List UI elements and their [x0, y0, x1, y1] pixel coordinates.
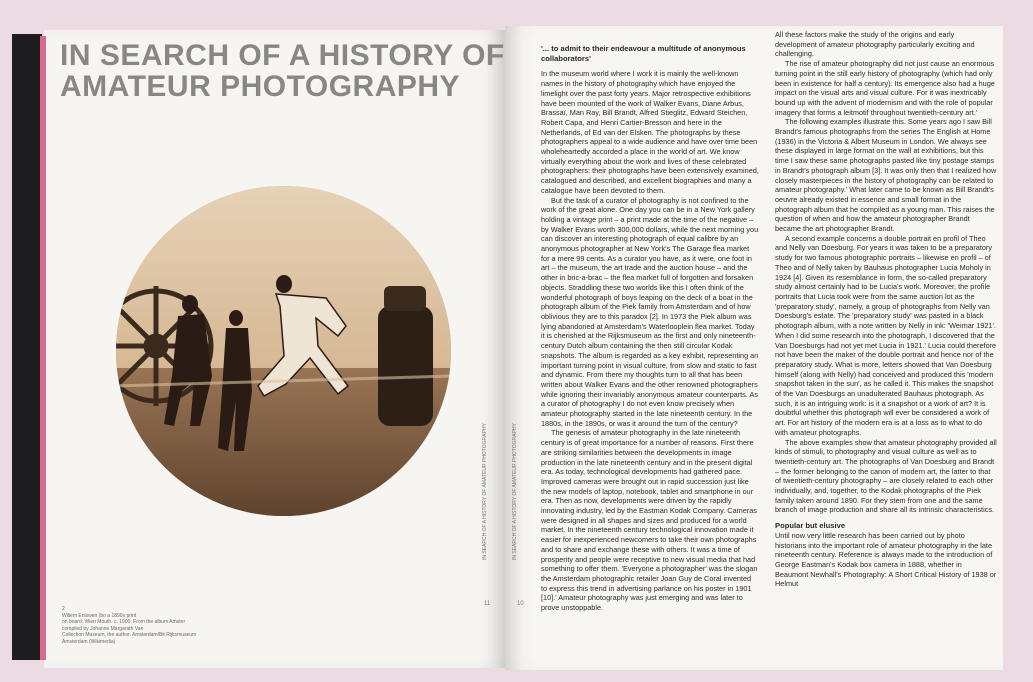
- paragraph: A second example concerns a double portrait en profil of Theo and Nelly van Doesburg. For years it was taken to be a preparatory study for two famous photographic portraits – likewise en profil – of Theo and of Nelly taken by Bauhaus photographer Lucia Moholy in 1924 [4]. Given its resemblance in form, the so-called preparatory study almost certainly had to be Lucia's work. Moreover, the profile portraits that Lucia took were from the same auction lot as the 'preparatory study', namely, a group of photographs from Nelly van Doesburg's estate. The 'preparatory study' was pasted in a black photograph album, with a note written by Nelly in ink: 'Weimar 1921'. When I did some research into the photograph, I discovered that the Van Doesburgs had not yet met Lucia in 1921.' Lucia could therefore not have been the maker of the double portrait and hence nor of the preparatory study. What is more, letters showed that Van Doesburg himself (along with Nelly) had conceived and produced this 'modern snapshot taken in the sun', as he called it. This makes the snapshot of the Van Doesburgs an unadulterated Bauhaus photograph. As such, it is an intriguing work: is it a snapshot or a work of art? It is doubtful whether this photograph will ever be considered a work of art. For art history of the modern era is at a loss as to what to do with amateur photographs.: [775, 233, 997, 437]
- paragraph: The above examples show that amateur photography provided all kinds of stimuli, to photography and visual culture as well as to twentieth-century art. The photographs of Van Doesburg and Brandt – the former belonging to the canon of modern art, the latter to that of twentieth-century photography – are closely related to each other individually, and, together, to the Kodak photographs of the Piek family taken around 1890. For they stem from one and the same branch of image production and share all its intrinsic characteristics.: [775, 437, 997, 515]
- machinery-shape: [378, 306, 433, 426]
- paragraph: In the museum world where I work it is mainly the well-known names in the history of photography which have enjoyed the limelight over the past forty years. Major retrospective exhibitions have been mounted of the work of Walker Evans, Diane Arbus, Brassaï, Man Ray, Bill Brandt, Alfred Stieglitz, Edward Steichen, Robert Capa, and Henri Cartier-Bresson and here in the Netherlands, of Ed van der Elsken. The photographs by these photographers appeal to a wide audience and have over time been wholeheartedly accorded a place in the world of art. We know virtually everything about the work and lives of these celebrated photographers: their photographs have been extensively examined, catalogued and described, and excellent biographies and many a catalogue have been devoted to them.: [541, 69, 759, 195]
- paragraph: The following examples illustrate this. Some years ago I saw Bill Brandt's famous photographs from the series The English at Home (1936) in the Victoria & Albert Museum in London. We always see these displayed in large format on the wall at exhibitions, but this time I saw these same photographs pasted like tiny postage stamps in Brandt's photograph album [3]. It was only then that I realized how closely masterpieces in the history of photography can be related to amateur photography.' What later came to be known as Bill Brandt's oeuvre already existed in essence and small format in the photograph album that he compiled as a young man. This raises the question of when and how the amateur photographer Brandt became the art photographer Brandt.: [775, 117, 997, 234]
- left-running-header: IN SEARCH OF A HISTORY OF AMATEUR PHOTOGRAPHY: [482, 423, 488, 560]
- circular-kodak-photograph: [116, 186, 451, 516]
- title-line-2: AMATEUR PHOTOGRAPHY: [60, 70, 461, 103]
- caption-line: Willem Eniswen (bo a 1890s print: [62, 612, 137, 619]
- book-cover-spine: [12, 34, 42, 660]
- paragraph: The rise of amateur photography did not just cause an enormous turning point in the still early history of photography (which had only been in existence for half a century). Its emergence also had a huge impact on the visual arts and visual culture. For it was inextricably bound up with the advent of modernism and with the role of popular imagery that forms a leitmotif throughout twentieth-century art.': [775, 59, 995, 117]
- pink-page-edge: [40, 36, 46, 660]
- figure-number: 2: [62, 606, 65, 612]
- caption-line: on board. Wien Mouth. c. 1900. From the album Amster: [62, 619, 186, 625]
- article-title: [60, 40, 505, 102]
- paragraph: The genesis of amateur photography in the late nineteenth century is of great importance for a number of reasons. First there are striking similarities between the developments in image production in the late nineteenth century and in the present digital era. As today, technological developments had gathered pace. Improved cameras were brought out in rapid succession just like the new models of laptop, notebook, tablet and smartphone in our era. Then as now, developments were driven by the rapidly innovating industry, led by the Eastman Kodak Company. Cameras were designed in all shapes and sizes and produced for a world market. In the nineteenth century technological innovation made it easier for inexperienced newcomers to take their own photographs and to share and exchange these with others. It was a time of prosperity and people were receptive to new visual media that had something to offer them. 'Everyone a photographer' was the slogan the Amsterdam photographic retailer Joan Guy de Coral invented to express this trend in advertising parlance on his poster in 1901 [10].' Amateur photography was just emerging and was later to prove unstoppable.: [541, 428, 758, 613]
- right-page-number: 10: [517, 601, 524, 607]
- section-heading: '... to admit to their endeavour a multitude of anonymous collaborators': [541, 44, 746, 63]
- text-column-1: [541, 44, 759, 656]
- right-running-header: IN SEARCH OF A HISTORY OF AMATEUR PHOTOGRAPHY: [512, 423, 518, 560]
- paragraph: Until now very little research has been carried out by photo historians into the important role of amateur photography in the late nineteenth century. Reference is always made to the introduction of George Eastman's Kodak box camera in 1888, whether in Beaumont Newhall's Photography: A Short Critical History of 1938 or Helmut: [775, 530, 997, 589]
- subheading: Popular but elusive: [775, 521, 846, 531]
- paragraph: But the task of a curator of photography is not confined to the work of the great alone. One day you can be in a New York gallery holding a vintage print – a print made at the time of the negative – by Walker Evans worth 300,000 dollars, while the next morning you can discover an interesting photograph of equal calibre by an anonymous photographer at New York's The Garage flea market for a mere 99 cents. As a curator you have, as it were, one foot in art – the museum, the art trade and the auction house – and the other in bric-a-brac – the flea market full of forgotten and forsaken objects. Straddling these two worlds like this I often think of the wonderful photograph of boys leaping on the deck of a boat in the photograph album of the Piek family from Amsterdam and of how oblivious they are to this paradox [2]. In 1973 the Piek album was lying abandoned at Amsterdam's Waterlooplein flea market. Today it is cherished at the Rijksmuseum as the first and only nineteenth-century Dutch album containing the then still circular Kodak snapshots. The album is regarded as a key exhibit, representing an important turning point in visual culture, from slow and static to fast and dynamic. From there my thoughts turn to all that has been written about Walker Evans and the other renowned photographers while ignoring their invariably anonymous amateur counterparts. As a curator of photography I do not even know precisely when amateur photography started in the late nineteenth century. In the 1880s, in the 1890s, or was it around the turn of the century?: [541, 195, 759, 428]
- photo-scene: [116, 186, 451, 516]
- people-silhouettes: [164, 275, 348, 451]
- left-page-number: 11: [484, 601, 491, 607]
- caption-line: Collection Museum, the author. Amsterdam/Bit Rijksmuseum: [62, 632, 197, 638]
- figure-caption: [62, 606, 212, 645]
- title-line-1: IN SEARCH OF A HISTORY OF: [60, 39, 505, 72]
- caption-line: compiled by Johanne Margarath Van: [62, 625, 144, 632]
- paragraph: All these factors make the study of the origins and early development of amateur photography particularly exciting and challenging.: [775, 30, 975, 59]
- caption-line: Amsterdam (Wikimedia): [62, 638, 116, 645]
- text-column-2: [775, 30, 997, 670]
